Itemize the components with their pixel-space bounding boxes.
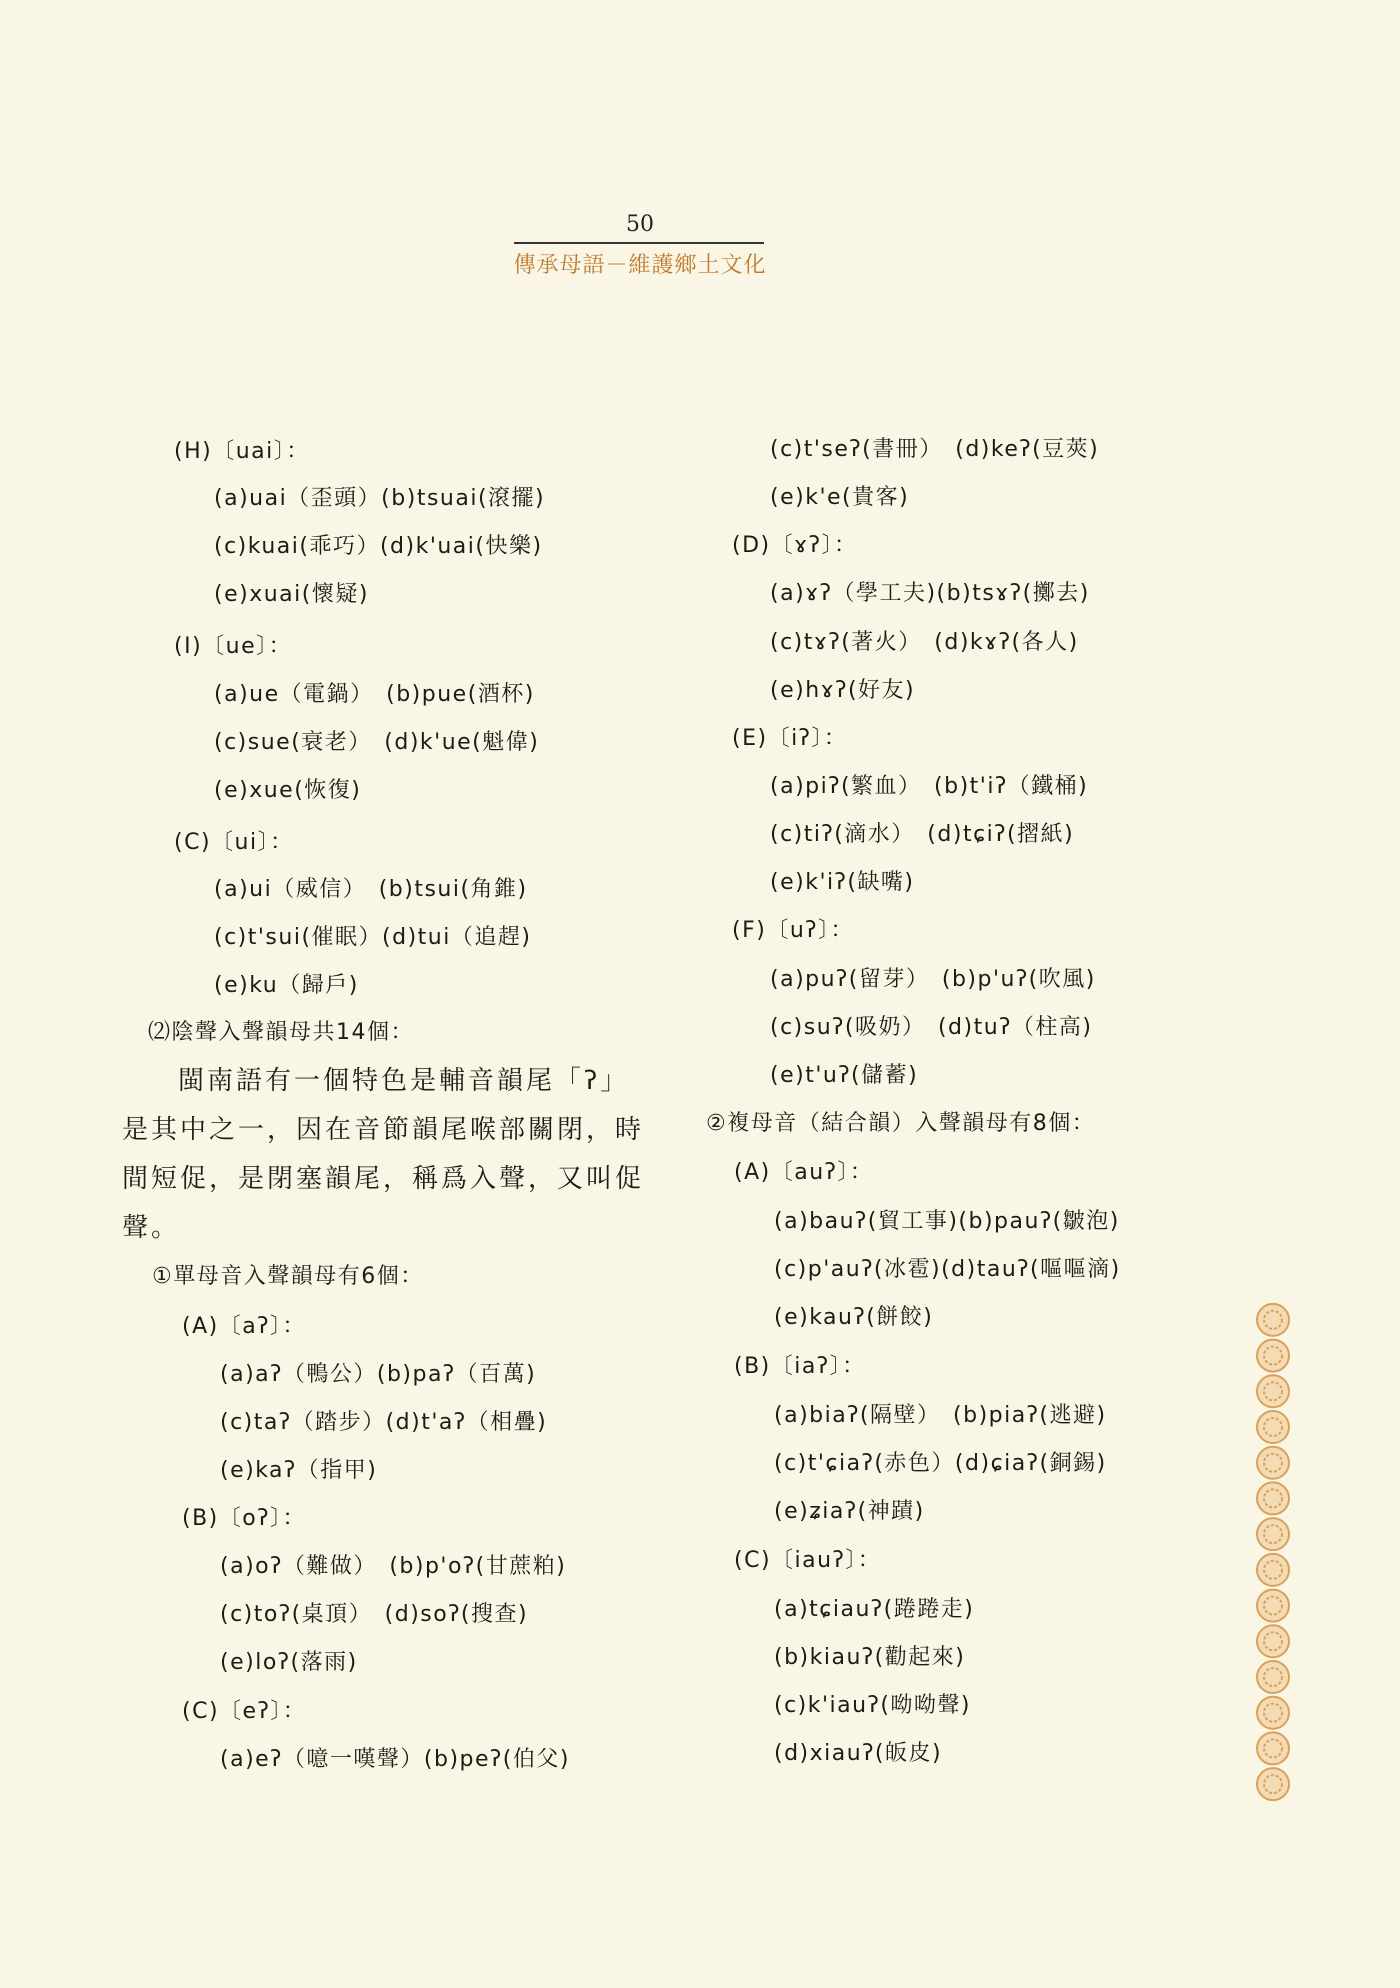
text-line: (A)〔auʔ〕： [734, 1160, 874, 1185]
text-line: (c)k'iauʔ(呦呦聲) [774, 1693, 971, 1718]
subsection-heading: ②複母音（結合韻）入聲韻母有8個： [706, 1111, 1096, 1136]
text-line: (e)ku（歸戶) [214, 973, 359, 998]
seal-medallion [1257, 1697, 1289, 1729]
header-rule [514, 242, 764, 244]
text-line: (a)biaʔ(隔壁） (b)piaʔ(逃避) [774, 1403, 1107, 1428]
text-line: (C)〔ui〕： [174, 830, 294, 855]
text-line: (F)〔uʔ〕： [732, 918, 854, 943]
text-line: (c)tɤʔ(著火） (d)kɤʔ(各人) [770, 630, 1079, 655]
text-line: (e)xue(恢復) [214, 778, 362, 803]
text-line: (E)〔iʔ〕： [732, 726, 848, 751]
section-heading: ⑵陰聲入聲韻母共14個： [148, 1020, 414, 1045]
paragraph-line: 是其中之一，因在音節韻尾喉部關閉，時 [122, 1115, 645, 1145]
seal-medallion-strip-icon [1251, 1302, 1295, 1802]
text-line: (A)〔aʔ〕： [182, 1314, 306, 1339]
text-line: (c)sue(衰老） (d)k'ue(魁偉) [214, 730, 540, 755]
text-line: (c)t'sui(催眠）(d)tui（追趕) [214, 925, 532, 950]
text-line: (I)〔ue〕： [174, 634, 293, 659]
seal-medallion [1257, 1518, 1289, 1550]
text-line: (e)k'e(貴客) [770, 485, 910, 510]
text-line: (c)t'ɕiaʔ(赤色）(d)ɕiaʔ(銅錫) [774, 1451, 1107, 1476]
text-line: (e)t'uʔ(儲蓄) [770, 1063, 919, 1088]
text-line: (c)tiʔ(滴水） (d)tɕiʔ(摺紙) [770, 822, 1075, 847]
text-line: (a)uai（歪頭）(b)tsuai(滾擺) [214, 486, 546, 511]
text-line: (c)t'seʔ(書冊） (d)keʔ(豆莢) [770, 437, 1100, 462]
text-line: (a)ɤʔ（學工夫)(b)tsɤʔ(擲去) [770, 581, 1090, 606]
text-line: (c)suʔ(吸奶） (d)tuʔ（柱高) [770, 1015, 1093, 1040]
book-title: 傳承母語－維護鄉土文化 [513, 253, 767, 278]
seal-medallion [1257, 1304, 1289, 1336]
seal-medallion [1257, 1732, 1289, 1764]
text-line: (a)tɕiauʔ(踡踡走) [774, 1597, 975, 1622]
text-line: (a)ue（電鍋） (b)pue(酒杯) [214, 682, 535, 707]
text-line: (e)k'iʔ(缺嘴) [770, 870, 915, 895]
text-line: (a)bauʔ(貿工事)(b)pauʔ(皺泡) [774, 1209, 1120, 1234]
text-line: (e)ʑiaʔ(神蹟) [774, 1499, 925, 1524]
text-line: (e)loʔ(落雨) [220, 1650, 358, 1675]
subsection-heading: ①單母音入聲韻母有6個： [152, 1264, 424, 1289]
text-line: (c)p'auʔ(冰雹)(d)tauʔ(嘔嘔滴) [774, 1257, 1121, 1282]
text-line: (e)kauʔ(餅餃) [774, 1305, 934, 1330]
text-line: (a)eʔ（噫一嘆聲）(b)peʔ(伯父) [220, 1747, 570, 1772]
seal-medallion [1257, 1590, 1289, 1622]
text-line: (b)kiauʔ(勸起來) [774, 1645, 966, 1670]
text-line: (D)〔ɤʔ〕： [732, 533, 858, 558]
text-line: (B)〔oʔ〕： [182, 1506, 306, 1531]
text-line: (a)piʔ(繁血） (b)t'iʔ（鐵桶) [770, 774, 1089, 799]
seal-medallion [1257, 1447, 1289, 1479]
text-line: (c)toʔ(桌頂） (d)soʔ(搜查) [220, 1602, 529, 1627]
text-line: (B)〔iaʔ〕： [734, 1354, 866, 1379]
page-number: 50 [626, 212, 654, 237]
seal-medallion [1257, 1340, 1289, 1372]
seal-medallion [1257, 1625, 1289, 1657]
text-line: (c)kuai(乖巧）(d)k'uai(快樂) [214, 534, 543, 559]
paragraph-line: 聲。 [122, 1213, 181, 1243]
text-line: (e)hɤʔ(好友) [770, 678, 916, 703]
text-line: (C)〔iauʔ〕： [734, 1548, 882, 1573]
seal-medallion [1257, 1768, 1289, 1800]
text-line: (a)ui（威信） (b)tsui(角錐) [214, 877, 528, 902]
seal-medallion [1257, 1375, 1289, 1407]
text-line: (a)puʔ(留芽） (b)p'uʔ(吹風) [770, 967, 1096, 992]
text-line: (e)kaʔ（指甲) [220, 1458, 378, 1483]
text-line: (e)xuai(懷疑) [214, 582, 369, 607]
seal-medallion [1257, 1411, 1289, 1443]
text-line: (H)〔uai〕： [174, 439, 310, 464]
text-line: (a)oʔ（難做） (b)p'oʔ(甘蔗粕) [220, 1554, 567, 1579]
seal-medallion [1257, 1661, 1289, 1693]
text-line: (d)xiauʔ(皈皮) [774, 1741, 943, 1766]
text-line: (a)aʔ（鴨公）(b)paʔ（百萬) [220, 1362, 537, 1387]
seal-medallion [1257, 1554, 1289, 1586]
text-line: (C)〔eʔ〕： [182, 1699, 307, 1724]
paragraph-line: 間短促，是閉塞韻尾，稱爲入聲，又叫促 [122, 1164, 645, 1194]
paragraph-line: 閩南語有一個特色是輔音韻尾「ʔ」 [178, 1066, 630, 1096]
text-line: (c)taʔ（踏步）(d)t'aʔ（相疊) [220, 1410, 548, 1435]
seal-medallion [1257, 1482, 1289, 1514]
